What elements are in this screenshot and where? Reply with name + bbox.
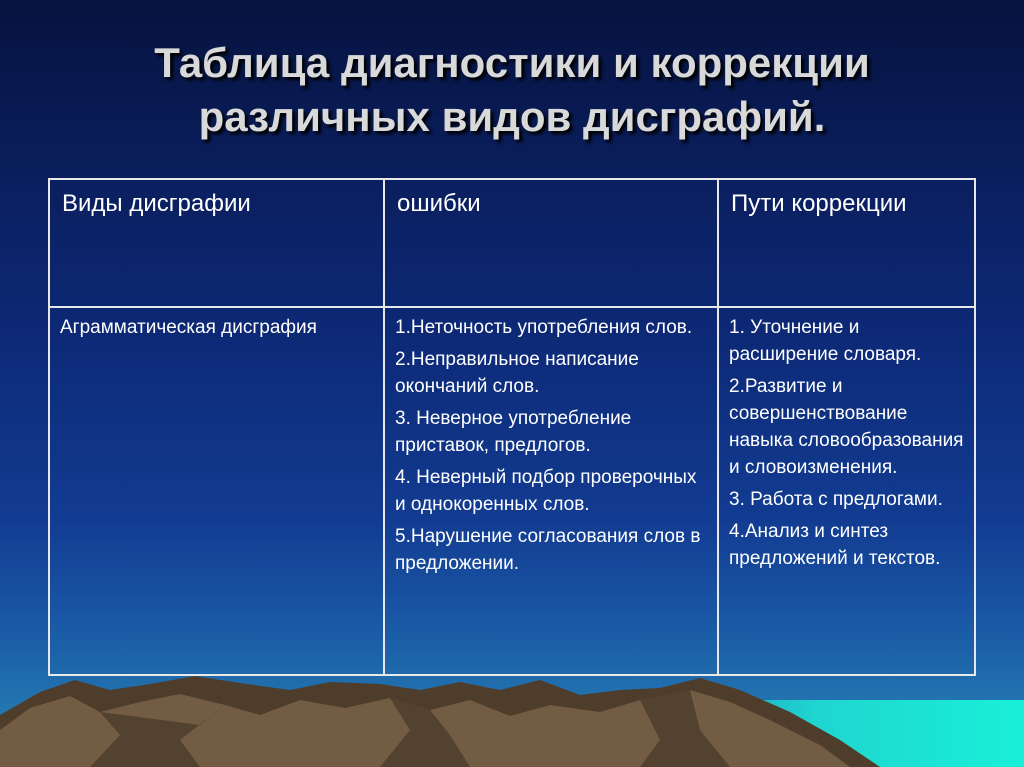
correction-item: 3. Работа с предлогами. (729, 489, 943, 510)
cell-dysgraphia-type (49, 307, 384, 675)
slide-title (0, 36, 1024, 144)
title-line-1: Таблица диагностики и коррекции (154, 39, 870, 86)
header-errors: ошибки (384, 179, 718, 307)
correction-item: 1. Уточнение и расширение словаря. (729, 317, 922, 365)
error-item: 5.Нарушение согласования слов в предложении. (395, 526, 701, 574)
table-header-row (49, 179, 975, 307)
dysgraphia-type-text: Аграмматическая дисграфия (60, 317, 317, 338)
table-row (49, 307, 975, 675)
header-dysgraphia-types: Виды дисграфии (49, 179, 384, 307)
correction-item: 4.Анализ и синтез предложений и текстов. (729, 521, 941, 569)
cell-errors (384, 307, 718, 675)
error-item: 1.Неточность употребления слов. (395, 317, 693, 338)
diagnostics-table (48, 178, 976, 676)
error-item: 4. Неверный подбор проверочных и однокоренных слов. (395, 467, 697, 515)
error-item: 2.Неправильное написание окончаний слов. (395, 349, 639, 397)
error-item: 3. Неверное употребление приставок, предлогов. (395, 408, 632, 456)
correction-item: 2.Развитие и совершенствование навыка словообразования и словоизменения. (729, 376, 964, 478)
cell-corrections (718, 307, 975, 675)
title-line-2: различных видов дисграфий. (198, 93, 826, 140)
header-correction-paths: Пути коррекции (718, 179, 975, 307)
